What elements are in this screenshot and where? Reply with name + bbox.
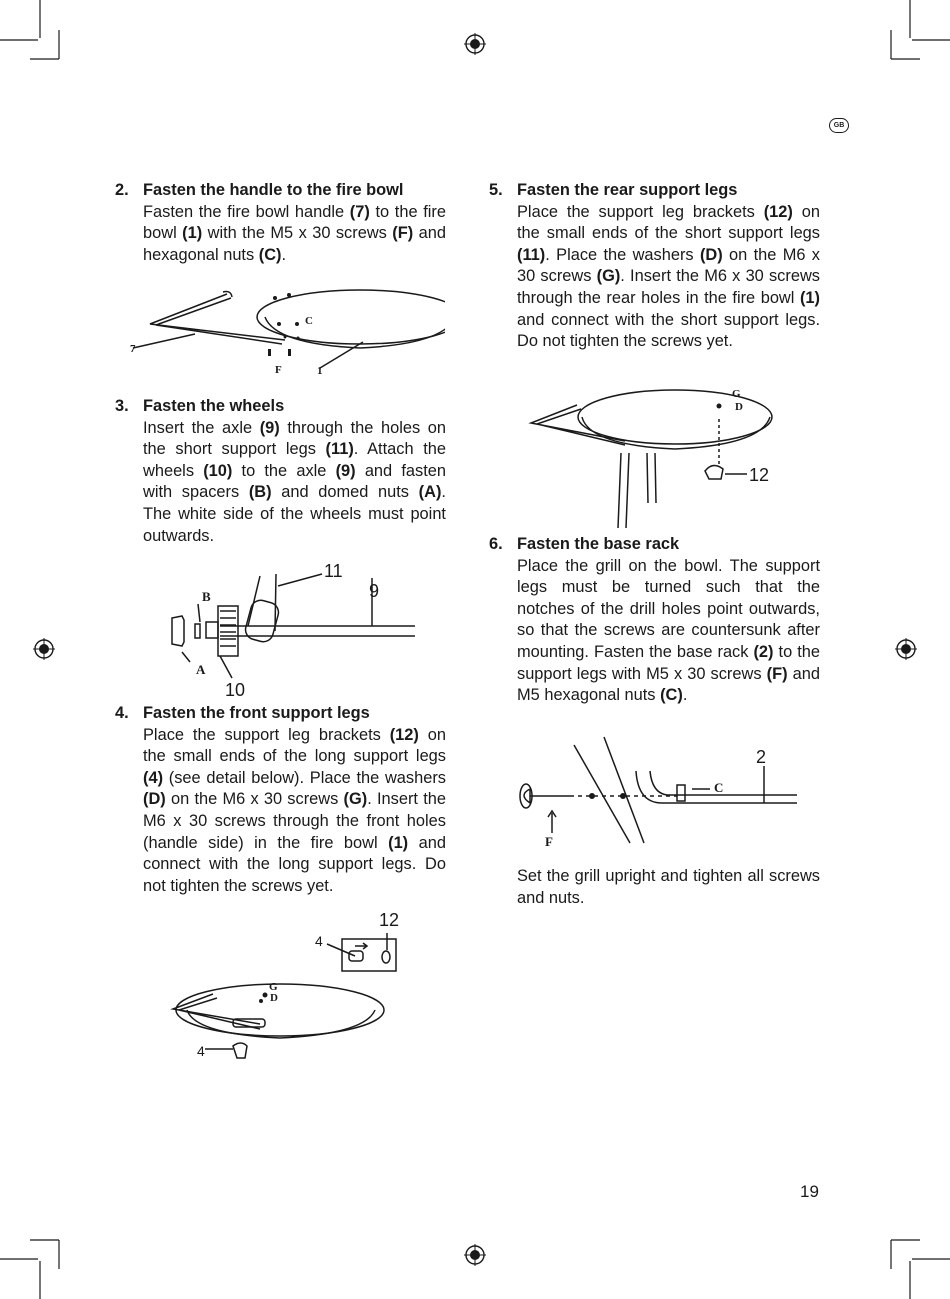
label-7: 7	[130, 343, 136, 355]
label-f: F	[545, 834, 553, 849]
label-12: 12	[379, 910, 400, 930]
figure-wheels	[160, 556, 430, 701]
step-number: 6.	[489, 535, 503, 553]
figure-front-support-legs	[165, 906, 415, 1066]
label-11: 11	[324, 561, 343, 581]
label-9: 9	[369, 581, 380, 601]
label-c: C	[714, 780, 724, 795]
registration-mark-right	[895, 638, 917, 660]
figure-handle-fire-bowl	[125, 282, 445, 377]
step-title: 6. Fasten the base rack	[517, 534, 820, 556]
step-number: 4.	[115, 704, 129, 722]
step-text: Place the grill on the bowl. The support legs must be turned such that the notches of the drill holes point outwards, so that the screws are countersunk after mounting. Fasten the base rack (2) to the support legs with M5 x 30 screws (F) and M5 hexagonal nuts (C).	[517, 556, 821, 705]
step-number: 5.	[489, 181, 503, 199]
step-5	[489, 180, 820, 353]
step-text: Fasten the fire bowl handle (7) to the fire bowl (1) with the M5 x 30 screws (F) and hexagonal nuts (C).	[143, 202, 446, 264]
closing-text: Set the grill upright and tighten all screws and nuts.	[517, 867, 820, 907]
label-a: A	[196, 662, 206, 677]
step-text: Place the support leg brackets (12) on the small ends of the short support legs (11). Place the washers (D) on the M6 x 30 screws (G). Insert the M6 x 30 screws through the rear holes in the fire bowl (1) and connect with the short support legs. Do not tighten the screws yet.	[517, 202, 820, 351]
step-title: 3. Fasten the wheels	[143, 396, 446, 418]
registration-mark-top	[464, 33, 486, 55]
step-number: 2.	[115, 181, 129, 199]
label-10: 10	[225, 680, 246, 700]
label-b: B	[202, 589, 211, 604]
registration-mark-left	[33, 638, 55, 660]
figure-base-rack	[512, 733, 802, 853]
step-title: 5. Fasten the rear support legs	[517, 180, 820, 202]
label-2: 2	[756, 747, 767, 767]
step-6	[489, 534, 821, 707]
label-4-leg: 4	[197, 1043, 205, 1059]
label-d: D	[270, 992, 278, 1004]
label-f: F	[275, 364, 282, 376]
step-number: 3.	[115, 397, 129, 415]
label-c: C	[305, 315, 313, 327]
step-3	[115, 396, 446, 547]
step-title: 2. Fasten the handle to the fire bowl	[143, 180, 446, 202]
language-badge: GB	[829, 118, 849, 133]
label-4: 4	[315, 933, 323, 949]
label-12: 12	[749, 465, 770, 485]
label-d: D	[735, 401, 743, 413]
step-title: 4. Fasten the front support legs	[143, 703, 446, 725]
step-text: Place the support leg brackets (12) on the small ends of the long support legs (4) (see detail below). Place the washers (D) on the M6 x 30 screws (G). Insert the M6 x 30 screws through the front holes (handle side) in the fire bowl (1) and connect with the long support legs. Do not tighten the screws yet.	[143, 725, 446, 895]
label-1: 1	[317, 365, 323, 377]
step-4	[115, 703, 446, 897]
registration-mark-bottom	[464, 1244, 486, 1266]
step-text: Insert the axle (9) through the holes on the short support legs (11). Attach the wheels (10) to the axle (9) and fasten with spacers (B) and domed nuts (A). The white side of the wheels must point outwards.	[143, 418, 446, 545]
label-g: G	[732, 388, 741, 400]
figure-rear-support-legs	[525, 383, 790, 533]
step-2	[115, 180, 446, 266]
page-number: 19	[800, 1182, 819, 1201]
label-g: G	[269, 981, 278, 993]
